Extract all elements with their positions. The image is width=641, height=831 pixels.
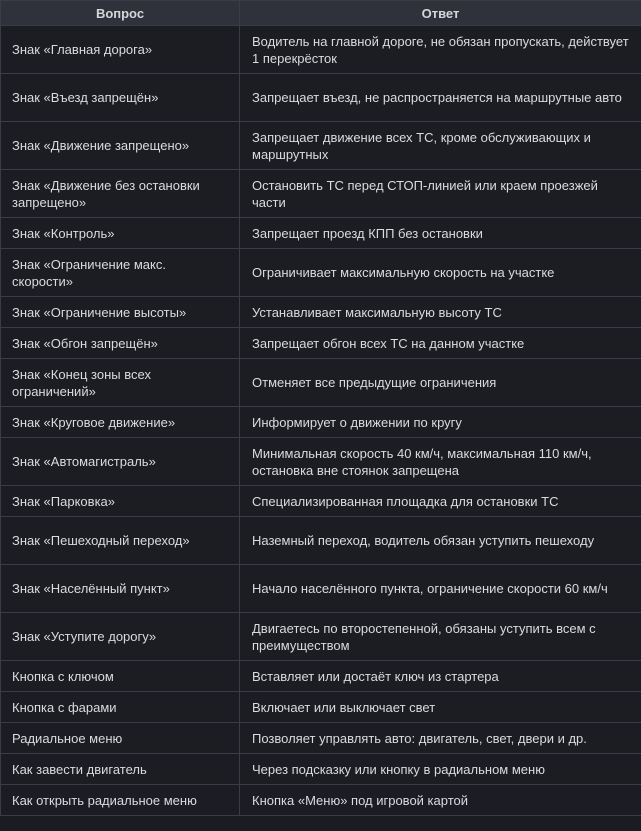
question-cell: Знак «Движение без остановки запрещено» (1, 170, 240, 218)
answer-cell: Позволяет управлять авто: двигатель, свет, двери и др. (240, 723, 641, 754)
table-row (1, 692, 641, 723)
question-cell: Знак «Населённый пункт» (1, 565, 240, 613)
question-cell: Знак «Парковка» (1, 486, 240, 517)
answer-cell: Минимальная скорость 40 км/ч, максимальная 110 км/ч, остановка вне стоянок запрещена (240, 438, 641, 486)
table-row (1, 723, 641, 754)
question-cell: Знак «Въезд запрещён» (1, 74, 240, 122)
answer-cell: Запрещает движение всех ТС, кроме обслуживающих и маршрутных (240, 122, 641, 170)
table-row (1, 754, 641, 785)
question-cell: Знак «Главная дорога» (1, 26, 240, 74)
table-row (1, 218, 641, 249)
answer-cell: Информирует о движении по кругу (240, 407, 641, 438)
table-row (1, 249, 641, 297)
table-row (1, 486, 641, 517)
answer-cell: Запрещает проезд КПП без остановки (240, 218, 641, 249)
answer-cell: Запрещает въезд, не распространяется на маршрутные авто (240, 74, 641, 122)
table-row (1, 359, 641, 407)
answer-cell: Кнопка «Меню» под игровой картой (240, 785, 641, 816)
table-row (1, 26, 641, 74)
answer-cell: Запрещает обгон всех ТС на данном участке (240, 328, 641, 359)
question-cell: Знак «Ограничение макс. скорости» (1, 249, 240, 297)
question-cell: Знак «Автомагистраль» (1, 438, 240, 486)
table-row (1, 785, 641, 816)
answer-cell: Через подсказку или кнопку в радиальном меню (240, 754, 641, 785)
answer-cell: Ограничивает максимальную скорость на участке (240, 249, 641, 297)
answer-cell: Специализированная площадка для остановки ТС (240, 486, 641, 517)
question-cell: Знак «Контроль» (1, 218, 240, 249)
table-row (1, 297, 641, 328)
question-cell: Знак «Конец зоны всех ограничений» (1, 359, 240, 407)
answer-cell: Наземный переход, водитель обязан уступить пешеходу (240, 517, 641, 565)
table-row (1, 438, 641, 486)
table-row (1, 517, 641, 565)
question-cell: Знак «Уступите дорогу» (1, 613, 240, 661)
table-row (1, 122, 641, 170)
table-row (1, 170, 641, 218)
table-row (1, 565, 641, 613)
question-cell: Кнопка с фарами (1, 692, 240, 723)
question-cell: Знак «Движение запрещено» (1, 122, 240, 170)
answer-cell: Остановить ТС перед СТОП-линией или краем проезжей части (240, 170, 641, 218)
question-cell: Знак «Обгон запрещён» (1, 328, 240, 359)
column-header-question: Вопрос (1, 1, 240, 26)
question-cell: Кнопка с ключом (1, 661, 240, 692)
table-header-row (1, 1, 641, 26)
answer-cell: Двигаетесь по второстепенной, обязаны уступить всем с преимуществом (240, 613, 641, 661)
table-row (1, 661, 641, 692)
question-cell: Радиальное меню (1, 723, 240, 754)
table-row (1, 407, 641, 438)
question-cell: Знак «Пешеходный переход» (1, 517, 240, 565)
question-cell: Знак «Круговое движение» (1, 407, 240, 438)
answer-cell: Устанавливает максимальную высоту ТС (240, 297, 641, 328)
answer-cell: Вставляет или достаёт ключ из стартера (240, 661, 641, 692)
answer-cell: Начало населённого пункта, ограничение скорости 60 км/ч (240, 565, 641, 613)
question-cell: Как завести двигатель (1, 754, 240, 785)
column-header-answer: Ответ (240, 1, 641, 26)
table-row (1, 74, 641, 122)
table-row (1, 328, 641, 359)
answer-cell: Отменяет все предыдущие ограничения (240, 359, 641, 407)
table-row (1, 613, 641, 661)
answer-cell: Включает или выключает свет (240, 692, 641, 723)
answer-cell: Водитель на главной дороге, не обязан пропускать, действует 1 перекрёсток (240, 26, 641, 74)
question-cell: Как открыть радиальное меню (1, 785, 240, 816)
question-cell: Знак «Ограничение высоты» (1, 297, 240, 328)
